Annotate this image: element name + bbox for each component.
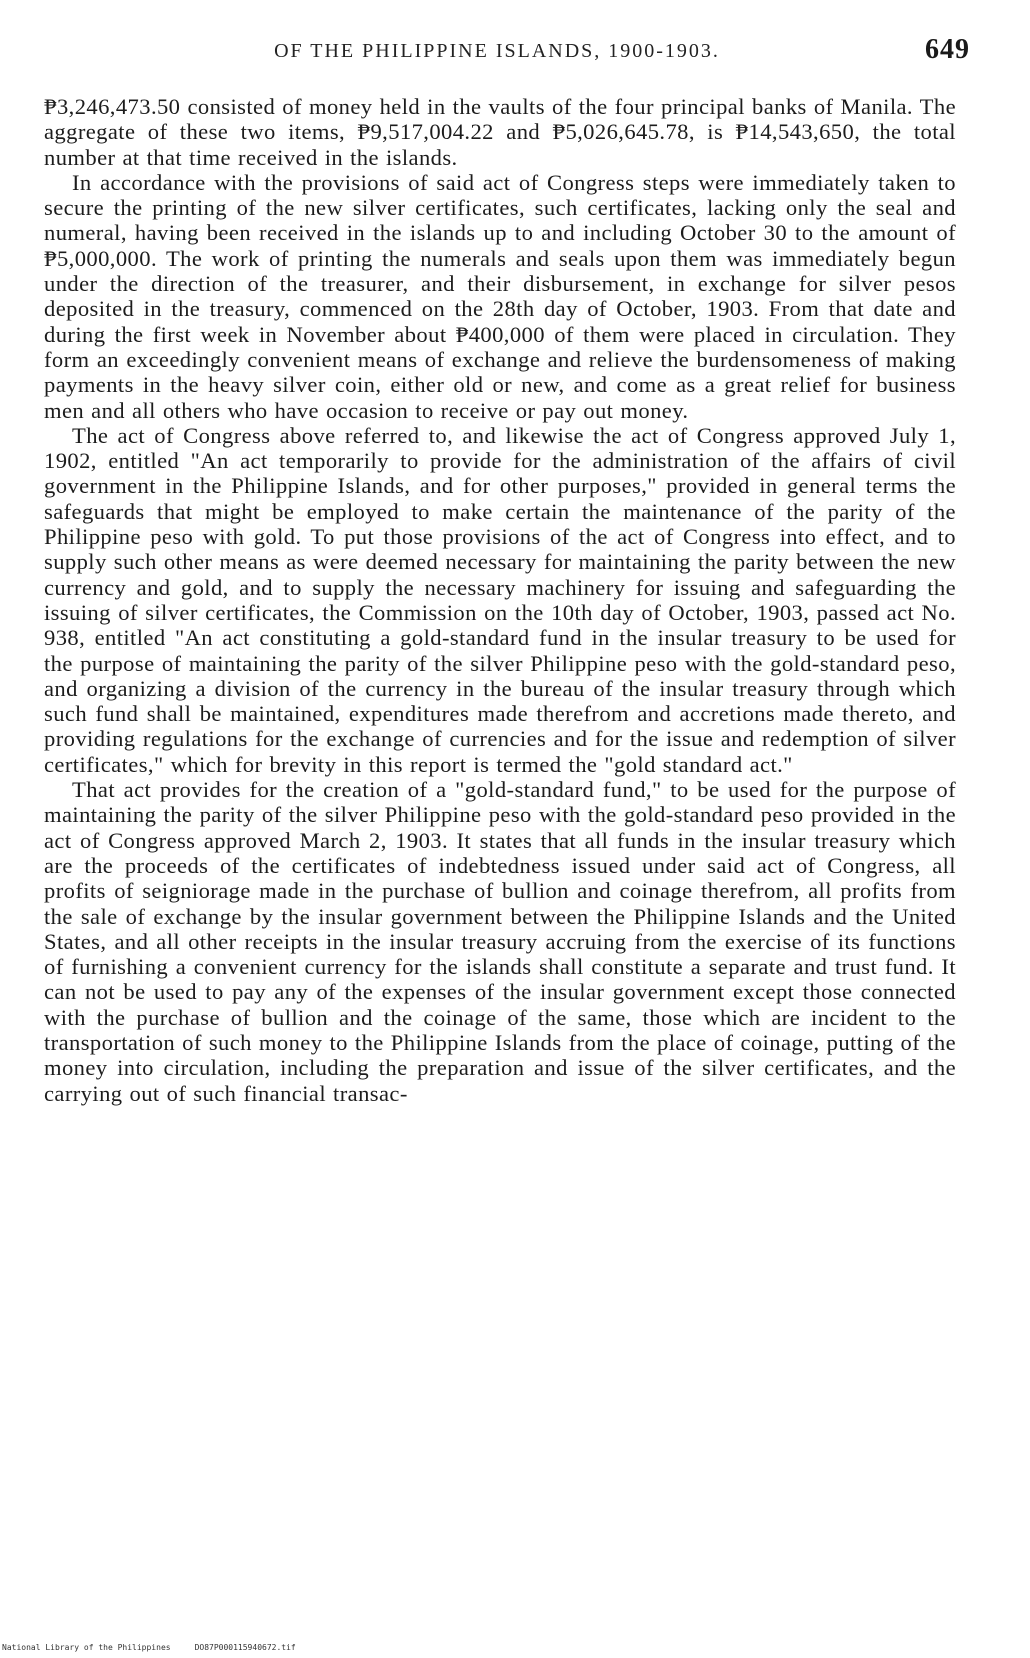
footer-library: National Library of the Philippines (2, 1643, 171, 1652)
paragraph-act-of-congress: The act of Congress above referred to, and likewise the act of Congress approved July 1, 1902, entitled "An act temporarily to provide for the administration of the affairs of civil government in the Philippine Islands, and for other purposes," provided in general terms the safeguards that might be employed to make certain the maintenance of the parity of the Philippine peso with gold. To put those provisions of the act of Congress into effect, and to supply such other means as were deemed necessary for maintaining the parity between the new currency and gold, and to supply the necessary machinery for issuing and safeguarding the issuing of silver certificates, the Commission on the 10th day of October, 1903, passed act No. 938, entitled "An act constituting a gold-standard fund in the insular treasury to be used for the purpose of maintaining the parity of the silver Philippine peso with the gold-standard peso, and organizing a division of the currency in the bureau of the insular treasury through which such fund shall be maintained, expenditures made therefrom and accretions made thereto, and providing regulations for the exchange of currencies and for the issue and redemption of silver certificates," which for brevity in this report is termed the "gold standard act." (44, 422, 956, 777)
running-head: OF THE PHILIPPINE ISLANDS, 1900-1903. (274, 40, 720, 62)
paragraph-continuation: ₱3,246,473.50 consisted of money held in the vaults of the four principal banks of Manila. The aggregate of these two items, ₱9,517,004.22 and ₱5,026,645.78, is ₱14,543,650, the total number at that time received in the islands. (44, 94, 956, 170)
paragraph-gold-standard-fund: That act provides for the creation of a "gold-standard fund," to be used for the purpose of maintaining the parity of the silver Philippine peso with the gold-standard peso provided in the act of Congress approved March 2, 1903. It states that all funds in the insular treasury which are the proceeds of the certificates of indebtedness issued under said act of Congress, all profits of seigniorage made in the purchase of bullion and coinage therefrom, all profits from the sale of exchange by the insular government between the Philippine Islands and the United States, and all other receipts in the insular treasury accruing from the exercise of its functions of furnishing a convenient currency for the islands shall constitute a separate and trust fund. It can not be used to pay any of the expenses of the insular government except those connected with the purchase of bullion and the coinage of the same, those which are incident to the transportation of such money to the Philippine Islands from the place of coinage, putting of the money into circulation, including the preparation and issue of the silver certificates, and the carrying out of such financial transac- (44, 777, 956, 1106)
body-text (44, 94, 956, 1106)
paragraph-silver-certificates: In accordance with the provisions of said act of Congress steps were immediately taken to secure the printing of the new silver certificates, such certificates, lacking only the seal and numeral, having been received in the islands up to and including October 30 to the amount of ₱5,000,000. The work of printing the numerals and seals upon them was immediately begun under the direction of the treasurer, and their disbursement, in exchange for silver pesos deposited in the treasury, commenced on the 28th day of October, 1903. From that date and during the first week in November about ₱400,000 of them were placed in circulation. They form an exceedingly convenient means of exchange and relieve the burdensomeness of making payments in the heavy silver coin, either old or new, and come as a great relief for business men and all others who have occasion to receive or pay out money. (44, 169, 956, 423)
scan-footer (2, 1643, 320, 1652)
page-number: 649 (925, 34, 970, 65)
page-header (44, 34, 970, 74)
footer-file-id: DO87P000115940672.tif (194, 1643, 296, 1652)
